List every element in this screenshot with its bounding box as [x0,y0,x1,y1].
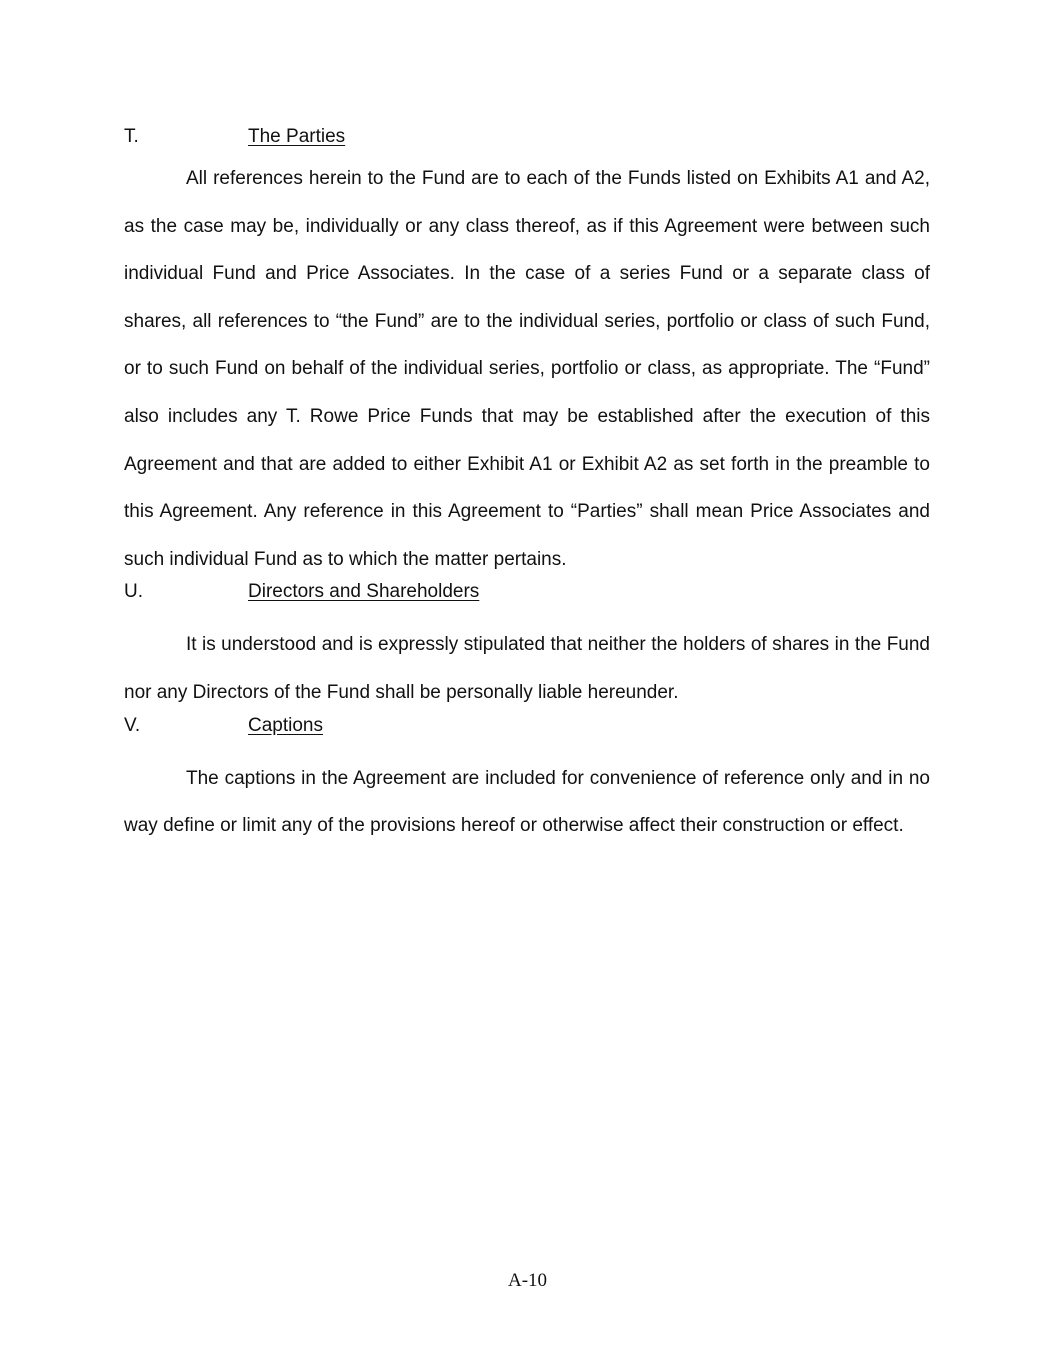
section-body: All references herein to the Fund are to each of the Funds listed on Exhibits A1 and A2, as the case may be, individually or any class thereof, as if this Agreement were between such individual Fund and Price Associates. In the case of a series Fund or a separate class of shares, all references to “the Fund” are to the individual series, portfolio or class of such Fund, or to such Fund on behalf of the individual series, portfolio or class, as appropriate. The “Fund” also includes any T. Rowe Price Funds that may be established after the execution of this Agreement and that are added to either Exhibit A1 or Exhibit A2 as set forth in the preamble to this Agreement. Any reference in this Agreement to “Parties” shall mean Price Associates and such individual Fund as to which the matter pertains. [124,168,930,570]
section-title: Directors and Shareholders [248,581,480,603]
section-letter: T. [124,126,139,147]
section-t [124,110,930,583]
page-number: A-10 [507,1270,548,1291]
section-body: The captions in the Agreement are included for convenience of reference only and in no way define or limit any of the provisions hereof or otherwise affect their construction or effect. [124,767,930,837]
section-v [124,714,930,850]
section-heading [124,110,930,147]
section-heading [124,581,930,607]
section-title: Captions [248,714,323,736]
section-heading [124,714,930,741]
section-letter: U. [124,581,143,603]
section-u [124,581,930,716]
section-title: The Parties [248,126,346,147]
section-letter: V. [124,714,141,736]
section-body: It is understood and is expressly stipulated that neither the holders of shares in the Fund nor any Directors of the Fund shall be personally liable hereunder. [124,634,930,703]
document-page [124,110,930,850]
